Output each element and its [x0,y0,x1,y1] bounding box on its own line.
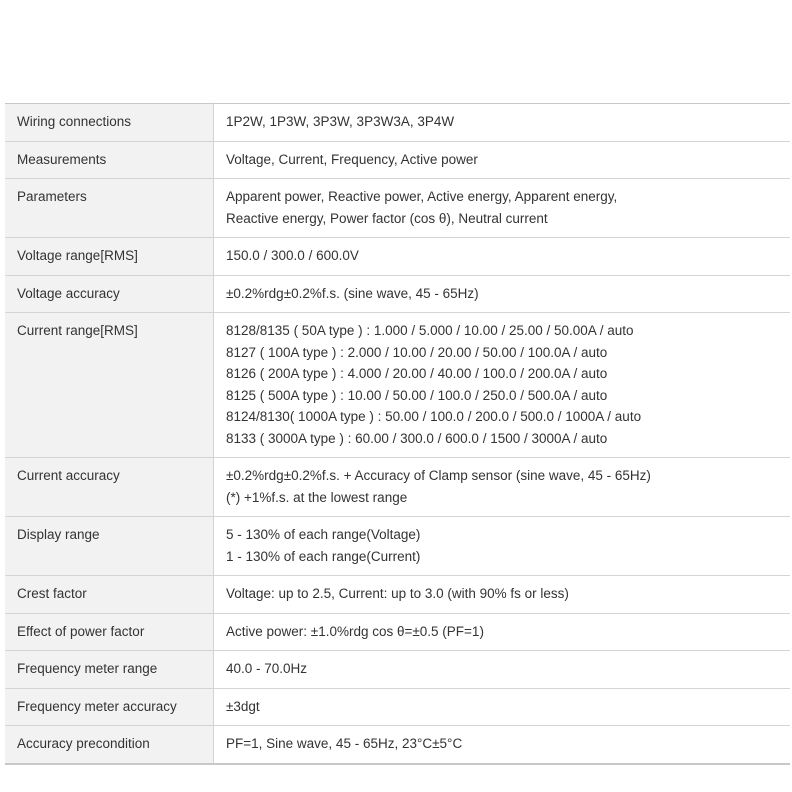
value-line: Voltage, Current, Frequency, Active power [226,151,478,167]
value-line: ±0.2%rdg±0.2%f.s. (sine wave, 45 - 65Hz) [226,285,479,301]
row-value [214,141,791,179]
row-value [214,688,791,726]
table-row [5,576,790,614]
row-label: Display range [5,517,214,576]
spec-table-body [5,104,790,764]
row-value [214,576,791,614]
row-value [214,613,791,651]
table-row [5,141,790,179]
value-line: 150.0 / 300.0 / 600.0V [226,248,359,263]
row-value [214,238,791,276]
row-value [214,313,791,458]
value-line: 8133 ( 3000A type ) : 60.00 / 300.0 / 600.0 / 1500 / 3000A / auto [226,430,608,446]
row-label: Current range[RMS] [5,313,214,458]
row-label: Voltage accuracy [5,275,214,313]
row-value [214,275,791,313]
table-row [5,179,790,238]
row-value [214,651,791,689]
value-line: 8127 ( 100A type ) : 2.000 / 10.00 / 20.00 / 50.00 / 100.0A / auto [226,344,608,360]
row-label: Effect of power factor [5,613,214,651]
value-line: 40.0 - 70.0Hz [226,661,308,676]
table-row [5,104,790,142]
value-line: 8125 ( 500A type ) : 10.00 / 50.00 / 100.0 / 250.0 / 500.0A / auto [226,387,608,403]
value-line: ±0.2%rdg±0.2%f.s. + Accuracy of Clamp sensor (sine wave, 45 - 65Hz) [226,468,651,483]
row-label: Frequency meter accuracy [5,688,214,726]
value-line: Reactive energy, Power factor (cos θ), Neutral current [226,210,548,226]
table-row [5,517,790,576]
row-value [214,458,791,517]
value-line: PF=1, Sine wave, 45 - 65Hz, 23°C±5°C [226,736,463,751]
row-value [214,726,791,764]
value-line: 8126 ( 200A type ) : 4.000 / 20.00 / 40.00 / 100.0 / 200.0A / auto [226,366,608,381]
row-label: Measurements [5,141,214,179]
table-row [5,458,790,517]
table-row [5,275,790,313]
row-label: Wiring connections [5,104,214,142]
row-label: Crest factor [5,576,214,614]
table-row [5,238,790,276]
value-line: ±3dgt [226,698,260,714]
table-row [5,726,790,764]
row-label: Parameters [5,179,214,238]
row-label: Current accuracy [5,458,214,517]
value-line: 5 - 130% of each range(Voltage) [226,527,421,542]
table-row [5,613,790,651]
row-label: Frequency meter range [5,651,214,689]
row-value [214,179,791,238]
row-label: Accuracy precondition [5,726,214,764]
value-line: Apparent power, Reactive power, Active energy, Apparent energy, [226,189,618,204]
table-row [5,651,790,689]
value-line: 8128/8135 ( 50A type ) : 1.000 / 5.000 / 10.00 / 25.00 / 50.00A / auto [226,323,634,338]
row-label: Voltage range[RMS] [5,238,214,276]
value-line: Active power: ±1.0%rdg cos θ=±0.5 (PF=1) [226,623,484,639]
table-row [5,688,790,726]
spec-table [5,103,790,765]
table-row [5,313,790,458]
value-line: (*) +1%f.s. at the lowest range [226,489,408,505]
value-line: Voltage: up to 2.5, Current: up to 3.0 (with 90% fs or less) [226,586,569,601]
value-line: 1P2W, 1P3W, 3P3W, 3P3W3A, 3P4W [226,114,455,129]
row-value [214,104,791,142]
value-line: 8124/8130( 1000A type ) : 50.00 / 100.0 / 200.0 / 500.0 / 1000A / auto [226,409,642,424]
row-value [214,517,791,576]
value-line: 1 - 130% of each range(Current) [226,548,421,564]
